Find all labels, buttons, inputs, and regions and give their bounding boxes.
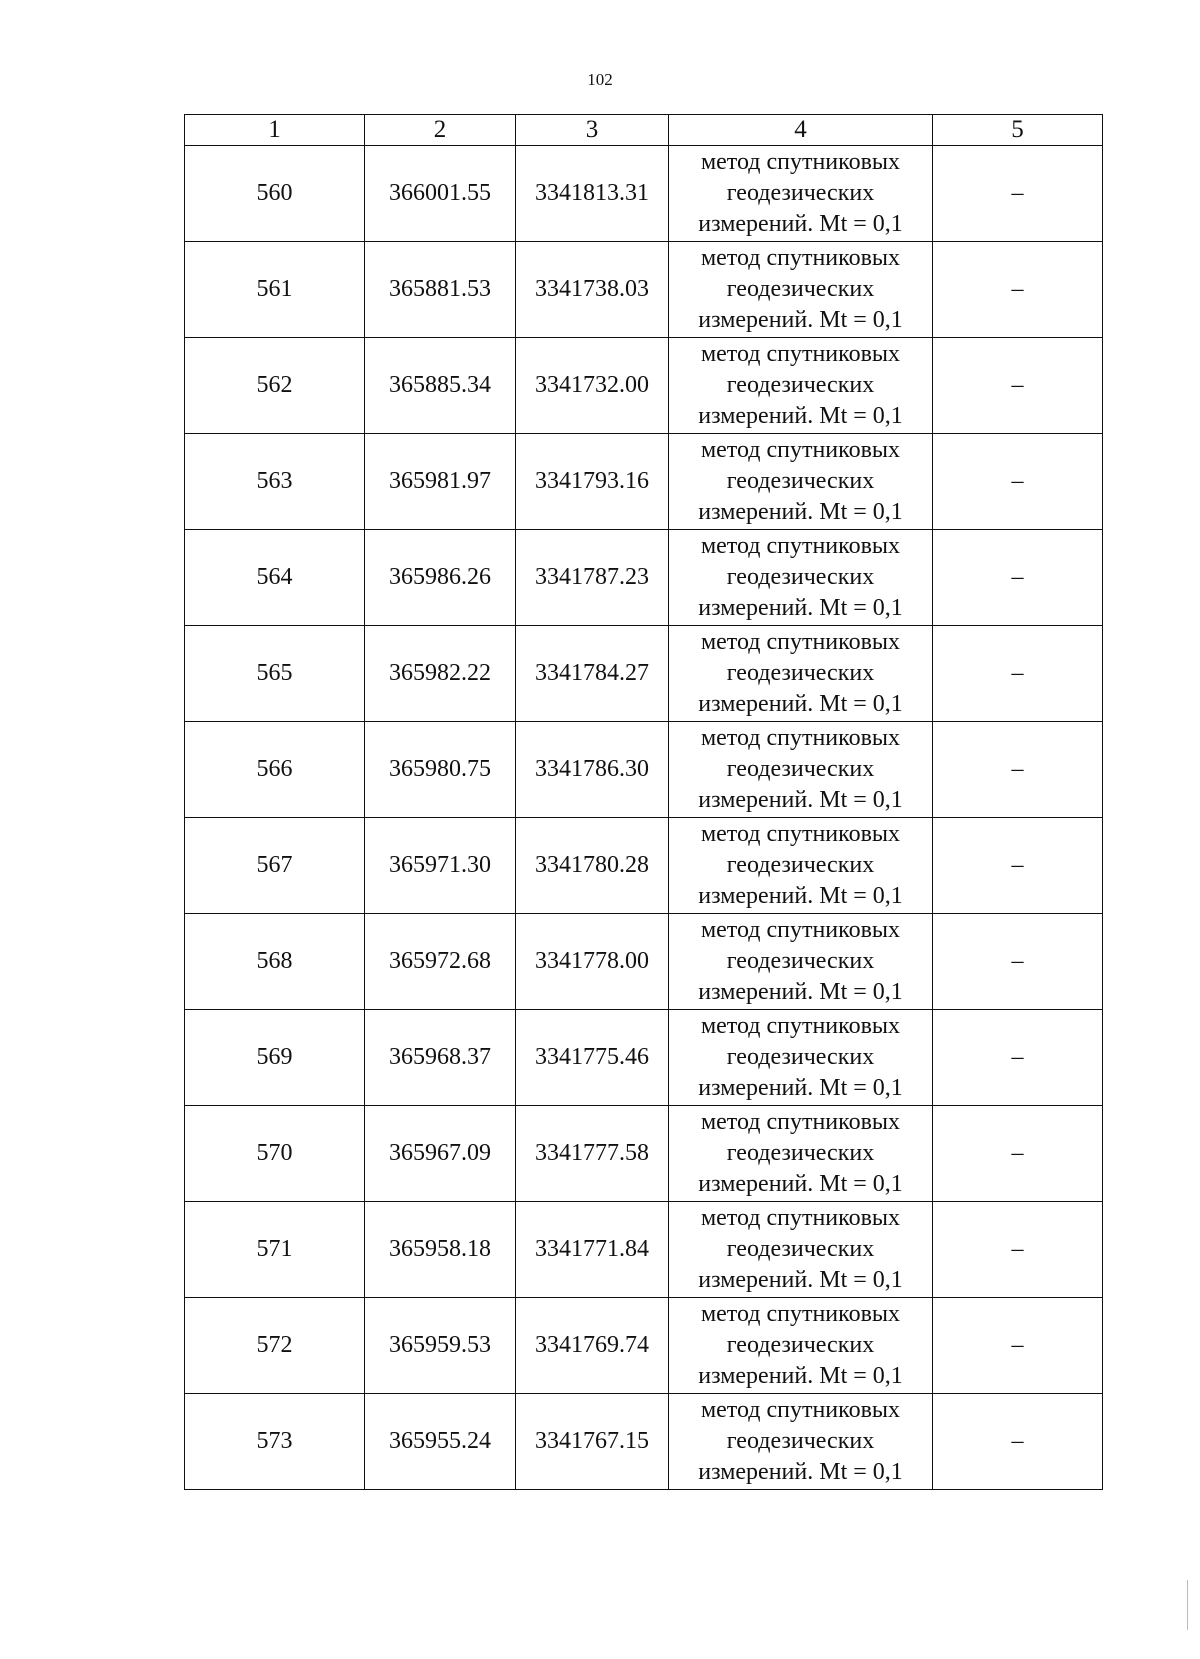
method-cell — [669, 1298, 933, 1394]
x-coordinate-cell: 365885.34 — [365, 338, 516, 434]
table-row — [185, 530, 1103, 626]
table-row — [185, 722, 1103, 818]
method-cell — [669, 1106, 933, 1202]
point-number-cell: 572 — [185, 1298, 365, 1394]
table-row — [185, 1298, 1103, 1394]
table-row — [185, 1106, 1103, 1202]
y-coordinate-cell: 3341786.30 — [516, 722, 669, 818]
method-text-line: метод спутниковых — [700, 821, 901, 847]
method-text-line: измерений. Mt = 0,1 — [698, 787, 903, 813]
x-coordinate-cell: 365967.09 — [365, 1106, 516, 1202]
point-number-cell: 570 — [185, 1106, 365, 1202]
method-text-line: геодезических — [726, 468, 875, 494]
y-coordinate-cell: 3341780.28 — [516, 818, 669, 914]
table-row — [185, 1202, 1103, 1298]
method-text-line: метод спутниковых — [700, 917, 901, 943]
note-cell: – — [933, 1394, 1103, 1490]
method-text-line: измерений. Mt = 0,1 — [698, 979, 903, 1005]
x-coordinate-cell: 365982.22 — [365, 626, 516, 722]
y-coordinate-cell: 3341784.27 — [516, 626, 669, 722]
point-number-cell: 564 — [185, 530, 365, 626]
note-cell: – — [933, 818, 1103, 914]
point-number-cell: 567 — [185, 818, 365, 914]
table-row — [185, 146, 1103, 242]
note-cell: – — [933, 434, 1103, 530]
x-coordinate-cell: 365881.53 — [365, 242, 516, 338]
point-number-cell: 569 — [185, 1010, 365, 1106]
note-cell: – — [933, 530, 1103, 626]
method-text-line: метод спутниковых — [700, 1301, 901, 1327]
method-cell — [669, 1010, 933, 1106]
method-cell — [669, 434, 933, 530]
method-text-line: измерений. Mt = 0,1 — [698, 595, 903, 621]
y-coordinate-cell: 3341777.58 — [516, 1106, 669, 1202]
point-number-cell: 562 — [185, 338, 365, 434]
method-cell — [669, 626, 933, 722]
method-text-line: метод спутниковых — [700, 1397, 901, 1423]
method-text-line: метод спутниковых — [700, 245, 901, 271]
x-coordinate-cell: 365981.97 — [365, 434, 516, 530]
method-cell — [669, 1394, 933, 1490]
y-coordinate-cell: 3341778.00 — [516, 914, 669, 1010]
y-coordinate-cell: 3341771.84 — [516, 1202, 669, 1298]
page-number: 102 — [587, 70, 613, 89]
method-cell — [669, 914, 933, 1010]
x-coordinate-cell: 365968.37 — [365, 1010, 516, 1106]
method-text-line: измерений. Mt = 0,1 — [698, 211, 903, 237]
x-coordinate-cell: 365959.53 — [365, 1298, 516, 1394]
method-text-line: метод спутниковых — [700, 437, 901, 463]
method-text-line: геодезических — [726, 564, 875, 590]
note-cell: – — [933, 338, 1103, 434]
y-coordinate-cell: 3341738.03 — [516, 242, 669, 338]
y-coordinate-cell: 3341767.15 — [516, 1394, 669, 1490]
method-text-line: геодезических — [726, 1044, 875, 1070]
method-cell — [669, 530, 933, 626]
table-row — [185, 242, 1103, 338]
method-cell — [669, 338, 933, 434]
table-row — [185, 818, 1103, 914]
method-text-line: геодезических — [726, 1428, 875, 1454]
method-text-line: метод спутниковых — [700, 725, 901, 751]
x-coordinate-cell: 365971.30 — [365, 818, 516, 914]
method-text-line: метод спутниковых — [700, 533, 901, 559]
point-number-cell: 566 — [185, 722, 365, 818]
x-coordinate-cell: 365972.68 — [365, 914, 516, 1010]
y-coordinate-cell: 3341769.74 — [516, 1298, 669, 1394]
note-cell: – — [933, 1106, 1103, 1202]
table-row — [185, 914, 1103, 1010]
note-cell: – — [933, 914, 1103, 1010]
x-coordinate-cell: 365986.26 — [365, 530, 516, 626]
method-text-line: геодезических — [726, 852, 875, 878]
method-text-line: измерений. Mt = 0,1 — [698, 1459, 903, 1485]
header-col-2: 2 — [365, 115, 516, 146]
method-text-line: геодезических — [726, 948, 875, 974]
table-row — [185, 626, 1103, 722]
method-text-line: измерений. Mt = 0,1 — [698, 1075, 903, 1101]
method-text-line: метод спутниковых — [700, 1013, 901, 1039]
method-text-line: метод спутниковых — [700, 629, 901, 655]
table-body — [185, 146, 1103, 1490]
point-number-cell: 563 — [185, 434, 365, 530]
method-text-line: геодезических — [726, 180, 875, 206]
y-coordinate-cell: 3341793.16 — [516, 434, 669, 530]
x-coordinate-cell: 365980.75 — [365, 722, 516, 818]
point-number-cell: 560 — [185, 146, 365, 242]
point-number-cell: 561 — [185, 242, 365, 338]
x-coordinate-cell: 365958.18 — [365, 1202, 516, 1298]
method-text-line: геодезических — [726, 660, 875, 686]
method-text-line: измерений. Mt = 0,1 — [698, 403, 903, 429]
point-number-cell: 565 — [185, 626, 365, 722]
method-cell — [669, 1202, 933, 1298]
x-coordinate-cell: 365955.24 — [365, 1394, 516, 1490]
method-cell — [669, 722, 933, 818]
y-coordinate-cell: 3341732.00 — [516, 338, 669, 434]
method-text-line: измерений. Mt = 0,1 — [698, 1171, 903, 1197]
y-coordinate-cell: 3341813.31 — [516, 146, 669, 242]
note-cell: – — [933, 626, 1103, 722]
header-row — [185, 115, 1103, 146]
method-text-line: метод спутниковых — [700, 341, 901, 367]
method-cell — [669, 146, 933, 242]
table-row — [185, 1394, 1103, 1490]
table-header — [185, 115, 1103, 146]
method-text-line: геодезических — [726, 1236, 875, 1262]
method-text-line: измерений. Mt = 0,1 — [698, 691, 903, 717]
table-row — [185, 338, 1103, 434]
table-row — [185, 1010, 1103, 1106]
point-number-cell: 571 — [185, 1202, 365, 1298]
note-cell: – — [933, 146, 1103, 242]
header-col-5: 5 — [933, 115, 1103, 146]
method-text-line: геодезических — [726, 276, 875, 302]
method-text-line: метод спутниковых — [700, 1205, 901, 1231]
coordinates-table — [184, 114, 1103, 1490]
method-text-line: измерений. Mt = 0,1 — [698, 1267, 903, 1293]
note-cell: – — [933, 242, 1103, 338]
note-cell: – — [933, 1010, 1103, 1106]
method-text-line: измерений. Mt = 0,1 — [698, 883, 903, 909]
point-number-cell: 568 — [185, 914, 365, 1010]
header-col-4: 4 — [669, 115, 933, 146]
method-text-line: метод спутниковых — [700, 1109, 901, 1135]
method-text-line: геодезических — [726, 756, 875, 782]
note-cell: – — [933, 722, 1103, 818]
method-text-line: геодезических — [726, 1140, 875, 1166]
table-row — [185, 434, 1103, 530]
method-text-line: геодезических — [726, 1332, 875, 1358]
point-number-cell: 573 — [185, 1394, 365, 1490]
method-cell — [669, 242, 933, 338]
y-coordinate-cell: 3341775.46 — [516, 1010, 669, 1106]
method-cell — [669, 818, 933, 914]
method-text-line: геодезических — [726, 372, 875, 398]
method-text-line: измерений. Mt = 0,1 — [698, 1363, 903, 1389]
header-col-1: 1 — [185, 115, 365, 146]
note-cell: – — [933, 1298, 1103, 1394]
note-cell: – — [933, 1202, 1103, 1298]
x-coordinate-cell: 366001.55 — [365, 146, 516, 242]
margin-mark — [1187, 1580, 1188, 1630]
method-text-line: измерений. Mt = 0,1 — [698, 307, 903, 333]
y-coordinate-cell: 3341787.23 — [516, 530, 669, 626]
method-text-line: измерений. Mt = 0,1 — [698, 499, 903, 525]
method-text-line: метод спутниковых — [700, 149, 901, 175]
header-col-3: 3 — [516, 115, 669, 146]
